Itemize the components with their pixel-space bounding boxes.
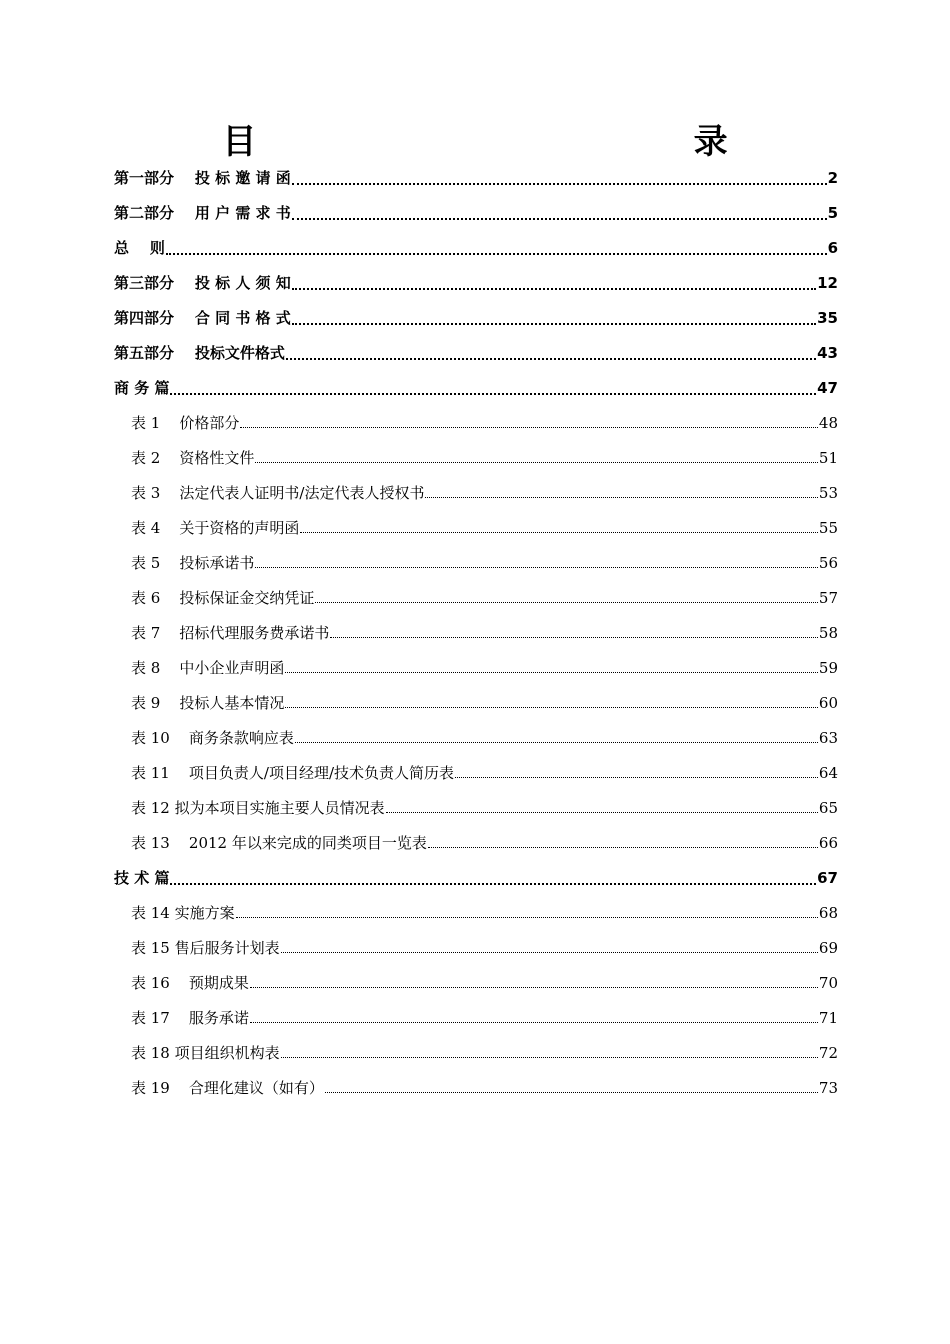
dot-leader (170, 883, 816, 885)
toc-entry-label: 表 8 中小企业声明函 (131, 659, 285, 677)
dot-leader (281, 952, 818, 953)
dot-leader (455, 777, 818, 778)
toc-entry[interactable] (114, 405, 838, 440)
toc-entry-label: 表 11 项目负责人/项目经理/技术负责人简历表 (131, 764, 455, 782)
dot-leader (170, 393, 816, 395)
toc-entry[interactable] (114, 440, 838, 475)
dot-leader (300, 532, 818, 533)
toc-entry[interactable] (114, 265, 838, 300)
toc-entry-label: 第一部分 投 标 邀 请 函 (114, 169, 291, 187)
toc-entry-page: 66 (818, 833, 838, 852)
toc-entry-label: 第五部分 投标文件格式 (114, 344, 285, 362)
toc-entry-label: 表 19 合理化建议（如有） (131, 1079, 324, 1097)
dot-leader (250, 987, 818, 988)
toc-entry[interactable] (114, 475, 838, 510)
toc-entry[interactable] (114, 685, 838, 720)
toc-entry[interactable] (114, 510, 838, 545)
toc-entry[interactable] (114, 1035, 838, 1070)
toc-entry-label: 表 10 商务条款响应表 (131, 729, 294, 747)
toc-entry-label: 表 17 服务承诺 (131, 1009, 249, 1027)
dot-leader (255, 462, 818, 463)
toc-entry[interactable] (114, 825, 838, 860)
dot-leader (236, 917, 818, 918)
toc-entry-page: 12 (817, 273, 838, 292)
toc-entry-label: 表 1 价格部分 (131, 414, 240, 432)
dot-leader (166, 253, 827, 255)
toc-entry-page: 65 (818, 798, 838, 817)
toc-entry[interactable] (114, 650, 838, 685)
toc-entry-page: 59 (818, 658, 838, 677)
toc-entry-page: 5 (827, 203, 838, 222)
toc-entry-page: 35 (817, 308, 838, 327)
toc-entry-label: 表 14 实施方案 (131, 904, 235, 922)
dot-leader (286, 358, 816, 360)
toc-entry[interactable] (114, 790, 838, 825)
toc-entry-page: 70 (818, 973, 838, 992)
toc-entry[interactable] (114, 230, 838, 265)
dot-leader (255, 567, 818, 568)
toc-entry-label: 表 2 资格性文件 (131, 449, 255, 467)
dot-leader (285, 707, 818, 708)
toc-entry-label: 第三部分 投 标 人 须 知 (114, 274, 291, 292)
table-of-contents (114, 160, 838, 1105)
dot-leader (285, 672, 818, 673)
toc-entry[interactable] (114, 720, 838, 755)
toc-entry-label: 表 4 关于资格的声明函 (131, 519, 300, 537)
toc-entry[interactable] (114, 860, 838, 895)
dot-leader (330, 637, 818, 638)
toc-entry-label: 表 16 预期成果 (131, 974, 249, 992)
toc-entry-page: 51 (818, 448, 838, 467)
toc-entry-page: 55 (818, 518, 838, 537)
page-title: 目 录 (222, 122, 806, 162)
toc-entry-label: 第四部分 合 同 书 格 式 (114, 309, 291, 327)
toc-entry-page: 68 (818, 903, 838, 922)
toc-entry-label: 表 18 项目组织机构表 (131, 1044, 280, 1062)
toc-entry-label: 表 15 售后服务计划表 (131, 939, 280, 957)
toc-entry-page: 53 (818, 483, 838, 502)
toc-entry-label: 表 3 法定代表人证明书/法定代表人授权书 (131, 484, 425, 502)
toc-entry[interactable] (114, 300, 838, 335)
toc-entry[interactable] (114, 335, 838, 370)
toc-entry[interactable] (114, 615, 838, 650)
toc-entry-page: 63 (818, 728, 838, 747)
toc-entry[interactable] (114, 1000, 838, 1035)
toc-entry[interactable] (114, 895, 838, 930)
toc-entry-page: 2 (827, 168, 838, 187)
dot-leader (292, 323, 816, 325)
toc-entry-page: 60 (818, 693, 838, 712)
toc-entry[interactable] (114, 755, 838, 790)
toc-entry-page: 48 (818, 413, 838, 432)
toc-entry[interactable] (114, 1070, 838, 1105)
toc-entry-label: 表 12 拟为本项目实施主要人员情况表 (131, 799, 385, 817)
dot-leader (325, 1092, 818, 1093)
dot-leader (292, 218, 827, 220)
toc-entry-label: 表 7 招标代理服务费承诺书 (131, 624, 330, 642)
toc-entry-page: 56 (818, 553, 838, 572)
toc-entry-page: 57 (818, 588, 838, 607)
dot-leader (240, 427, 818, 428)
dot-leader (292, 183, 827, 185)
toc-entry-label: 表 9 投标人基本情况 (131, 694, 285, 712)
toc-entry[interactable] (114, 930, 838, 965)
toc-entry-label: 表 6 投标保证金交纳凭证 (131, 589, 315, 607)
toc-entry-label: 表 13 2012 年以来完成的同类项目一览表 (131, 834, 427, 852)
toc-entry[interactable] (114, 545, 838, 580)
toc-entry-page: 6 (827, 238, 838, 257)
dot-leader (428, 847, 818, 848)
dot-leader (386, 812, 818, 813)
dot-leader (425, 497, 817, 498)
toc-entry-page: 69 (818, 938, 838, 957)
toc-entry-label: 技 术 篇 (114, 869, 170, 887)
toc-entry-label: 商 务 篇 (114, 379, 170, 397)
toc-entry-page: 43 (817, 343, 838, 362)
toc-entry-page: 58 (818, 623, 838, 642)
dot-leader (281, 1057, 818, 1058)
toc-entry[interactable] (114, 965, 838, 1000)
dot-leader (315, 602, 818, 603)
dot-leader (292, 288, 816, 290)
toc-entry[interactable] (114, 195, 838, 230)
toc-entry-page: 64 (818, 763, 838, 782)
toc-entry-page: 73 (818, 1078, 838, 1097)
toc-entry-page: 71 (818, 1008, 838, 1027)
toc-entry-label: 总 则 (114, 239, 165, 257)
dot-leader (295, 742, 818, 743)
toc-entry[interactable] (114, 580, 838, 615)
toc-entry-label: 第二部分 用 户 需 求 书 (114, 204, 291, 222)
toc-entry-page: 47 (817, 378, 838, 397)
toc-entry-page: 67 (817, 868, 838, 887)
toc-entry[interactable] (114, 370, 838, 405)
dot-leader (250, 1022, 818, 1023)
toc-entry-label: 表 5 投标承诺书 (131, 554, 255, 572)
toc-entry-page: 72 (818, 1043, 838, 1062)
toc-entry[interactable] (114, 160, 838, 195)
